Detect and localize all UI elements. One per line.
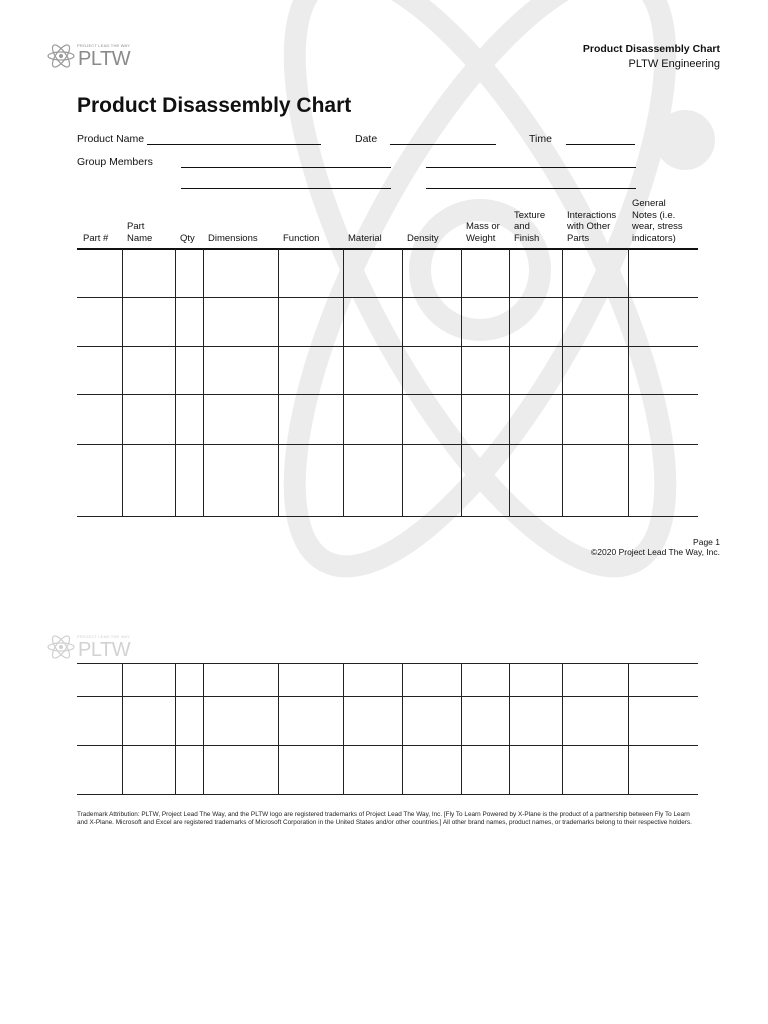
table-cell[interactable]	[279, 697, 342, 744]
table-cell[interactable]	[510, 347, 561, 393]
table-cell[interactable]	[176, 664, 202, 695]
column-header: Density	[407, 232, 439, 244]
table-cell[interactable]	[462, 250, 508, 296]
table-cell[interactable]	[344, 298, 401, 345]
table-cell[interactable]	[563, 746, 627, 793]
table-cell[interactable]	[279, 250, 342, 296]
table-cell[interactable]	[462, 697, 508, 744]
product-name-label: Product Name	[77, 133, 145, 145]
table-cell[interactable]	[176, 298, 202, 345]
disassembly-table	[77, 196, 698, 517]
column-header: Mass or Weight	[466, 221, 500, 244]
column-header: Qty	[180, 232, 195, 244]
table-cell[interactable]	[123, 664, 174, 695]
table-header-row	[77, 196, 698, 248]
table-cell[interactable]	[204, 395, 277, 443]
table-cell[interactable]	[563, 250, 627, 296]
group-member-field[interactable]	[181, 167, 391, 168]
date-label: Date	[355, 133, 378, 145]
page-title: Product Disassembly Chart	[77, 94, 352, 117]
table-cell[interactable]	[78, 298, 121, 345]
table-cell[interactable]	[78, 347, 121, 393]
column-header: Texture and Finish	[514, 209, 546, 244]
table-cell[interactable]	[344, 697, 401, 744]
table-cell[interactable]	[629, 395, 697, 443]
table-cell[interactable]	[204, 664, 277, 695]
table-cell[interactable]	[123, 250, 174, 296]
table-cell[interactable]	[123, 746, 174, 793]
table-cell[interactable]	[78, 697, 121, 744]
table-cell[interactable]	[403, 445, 460, 515]
table-cell[interactable]	[510, 298, 561, 345]
group-member-field[interactable]	[181, 188, 391, 189]
table-cell[interactable]	[462, 746, 508, 793]
table-cell[interactable]	[462, 395, 508, 443]
table-cell[interactable]	[176, 697, 202, 744]
table-cell[interactable]	[462, 445, 508, 515]
table-cell[interactable]	[78, 445, 121, 515]
table-cell[interactable]	[344, 445, 401, 515]
table-cell[interactable]	[629, 664, 697, 695]
logo-wordmark: PLTW	[78, 48, 131, 70]
table-cell[interactable]	[123, 347, 174, 393]
table-cell[interactable]	[510, 664, 561, 695]
table-cell[interactable]	[123, 395, 174, 443]
table-cell[interactable]	[629, 250, 697, 296]
table-cell[interactable]	[279, 395, 342, 443]
table-cell[interactable]	[563, 298, 627, 345]
table-cell[interactable]	[510, 746, 561, 793]
column-header: Dimensions	[208, 232, 258, 244]
logo-tagline: PROJECT LEAD THE WAY	[77, 43, 130, 48]
column-header: Interactions with Other Parts	[567, 209, 617, 244]
table-cell[interactable]	[344, 664, 401, 695]
table-cell[interactable]	[78, 250, 121, 296]
table-cell[interactable]	[279, 445, 342, 515]
column-header: General Notes (i.e. wear, stress indicators)	[632, 198, 683, 244]
logo-wordmark: PLTW	[78, 639, 131, 661]
table-cell[interactable]	[176, 746, 202, 793]
table-cell[interactable]	[344, 395, 401, 443]
table-cell[interactable]	[78, 664, 121, 695]
table-cell[interactable]	[279, 347, 342, 393]
product-name-field[interactable]	[147, 144, 321, 145]
table-cell[interactable]	[78, 746, 121, 793]
table-cell[interactable]	[78, 395, 121, 443]
table-cell[interactable]	[629, 445, 697, 515]
time-label: Time	[529, 133, 552, 145]
table-cell[interactable]	[563, 347, 627, 393]
table-cell[interactable]	[204, 347, 277, 393]
table-cell[interactable]	[403, 746, 460, 793]
table-cell[interactable]	[462, 298, 508, 345]
table-cell[interactable]	[510, 697, 561, 744]
table-cell[interactable]	[563, 445, 627, 515]
column-header: Part Name	[127, 221, 153, 244]
table-cell[interactable]	[344, 347, 401, 393]
table-cell[interactable]	[510, 395, 561, 443]
column-header: Function	[283, 232, 320, 244]
pltw-logo	[46, 40, 130, 71]
table-cell[interactable]	[510, 250, 561, 296]
table-cell[interactable]	[204, 697, 277, 744]
table-cell[interactable]	[176, 250, 202, 296]
row-divider	[77, 794, 698, 795]
table-cell[interactable]	[279, 746, 342, 793]
table-cell[interactable]	[629, 697, 697, 744]
copyright-notice: ©2020 Project Lead The Way, Inc.	[591, 547, 720, 557]
disassembly-table-continued	[77, 663, 698, 795]
table-cell[interactable]	[123, 697, 174, 744]
table-cell[interactable]	[123, 445, 174, 515]
table-cell[interactable]	[403, 347, 460, 393]
date-field[interactable]	[390, 144, 496, 145]
header-title: Product Disassembly Chart	[582, 43, 720, 55]
table-cell[interactable]	[629, 298, 697, 345]
group-member-field[interactable]	[426, 188, 636, 189]
trademark-attribution: Trademark Attribution: PLTW, Project Lead The Way, and the PLTW logo are registered trademarks of Project Lead The Way, Inc. [Fly To Learn Powered by X-Plane is the product of a partnership between Fly To Learn and X-Plane. Microsoft and Excel are registered trademarks of Microsoft Corporation in the United States and/or other countries.] All other brand names, product names, or trademarks belong to their respective holders.	[77, 811, 692, 827]
table-cell[interactable]	[204, 445, 277, 515]
table-cell[interactable]	[403, 250, 460, 296]
table-cell[interactable]	[403, 697, 460, 744]
table-cell[interactable]	[403, 298, 460, 345]
table-cell[interactable]	[279, 298, 342, 345]
column-header: Material	[348, 232, 382, 244]
table-cell[interactable]	[629, 746, 697, 793]
table-cell[interactable]	[403, 664, 460, 695]
atom-logo-icon	[46, 41, 76, 71]
group-members-label: Group Members	[77, 156, 153, 168]
row-divider	[77, 516, 698, 517]
pltw-logo-faded	[46, 631, 130, 662]
table-cell[interactable]	[176, 347, 202, 393]
table-cell[interactable]	[176, 445, 202, 515]
atom-logo-icon	[46, 632, 76, 662]
page-number: Page 1	[693, 537, 720, 547]
table-cell[interactable]	[629, 347, 697, 393]
table-cell[interactable]	[510, 445, 561, 515]
group-member-field[interactable]	[426, 167, 636, 168]
table-cell[interactable]	[403, 395, 460, 443]
table-cell[interactable]	[344, 746, 401, 793]
logo-tagline: PROJECT LEAD THE WAY	[77, 634, 130, 639]
table-cell[interactable]	[176, 395, 202, 443]
table-cell[interactable]	[563, 395, 627, 443]
table-cell[interactable]	[123, 298, 174, 345]
table-cell[interactable]	[462, 664, 508, 695]
table-cell[interactable]	[204, 746, 277, 793]
table-cell[interactable]	[344, 250, 401, 296]
table-cell[interactable]	[563, 664, 627, 695]
column-header: Part #	[83, 232, 109, 244]
table-cell[interactable]	[462, 347, 508, 393]
table-cell[interactable]	[563, 697, 627, 744]
table-cell[interactable]	[204, 250, 277, 296]
table-cell[interactable]	[279, 664, 342, 695]
time-field[interactable]	[566, 144, 635, 145]
header-subtitle: PLTW Engineering	[628, 58, 720, 70]
table-cell[interactable]	[204, 298, 277, 345]
